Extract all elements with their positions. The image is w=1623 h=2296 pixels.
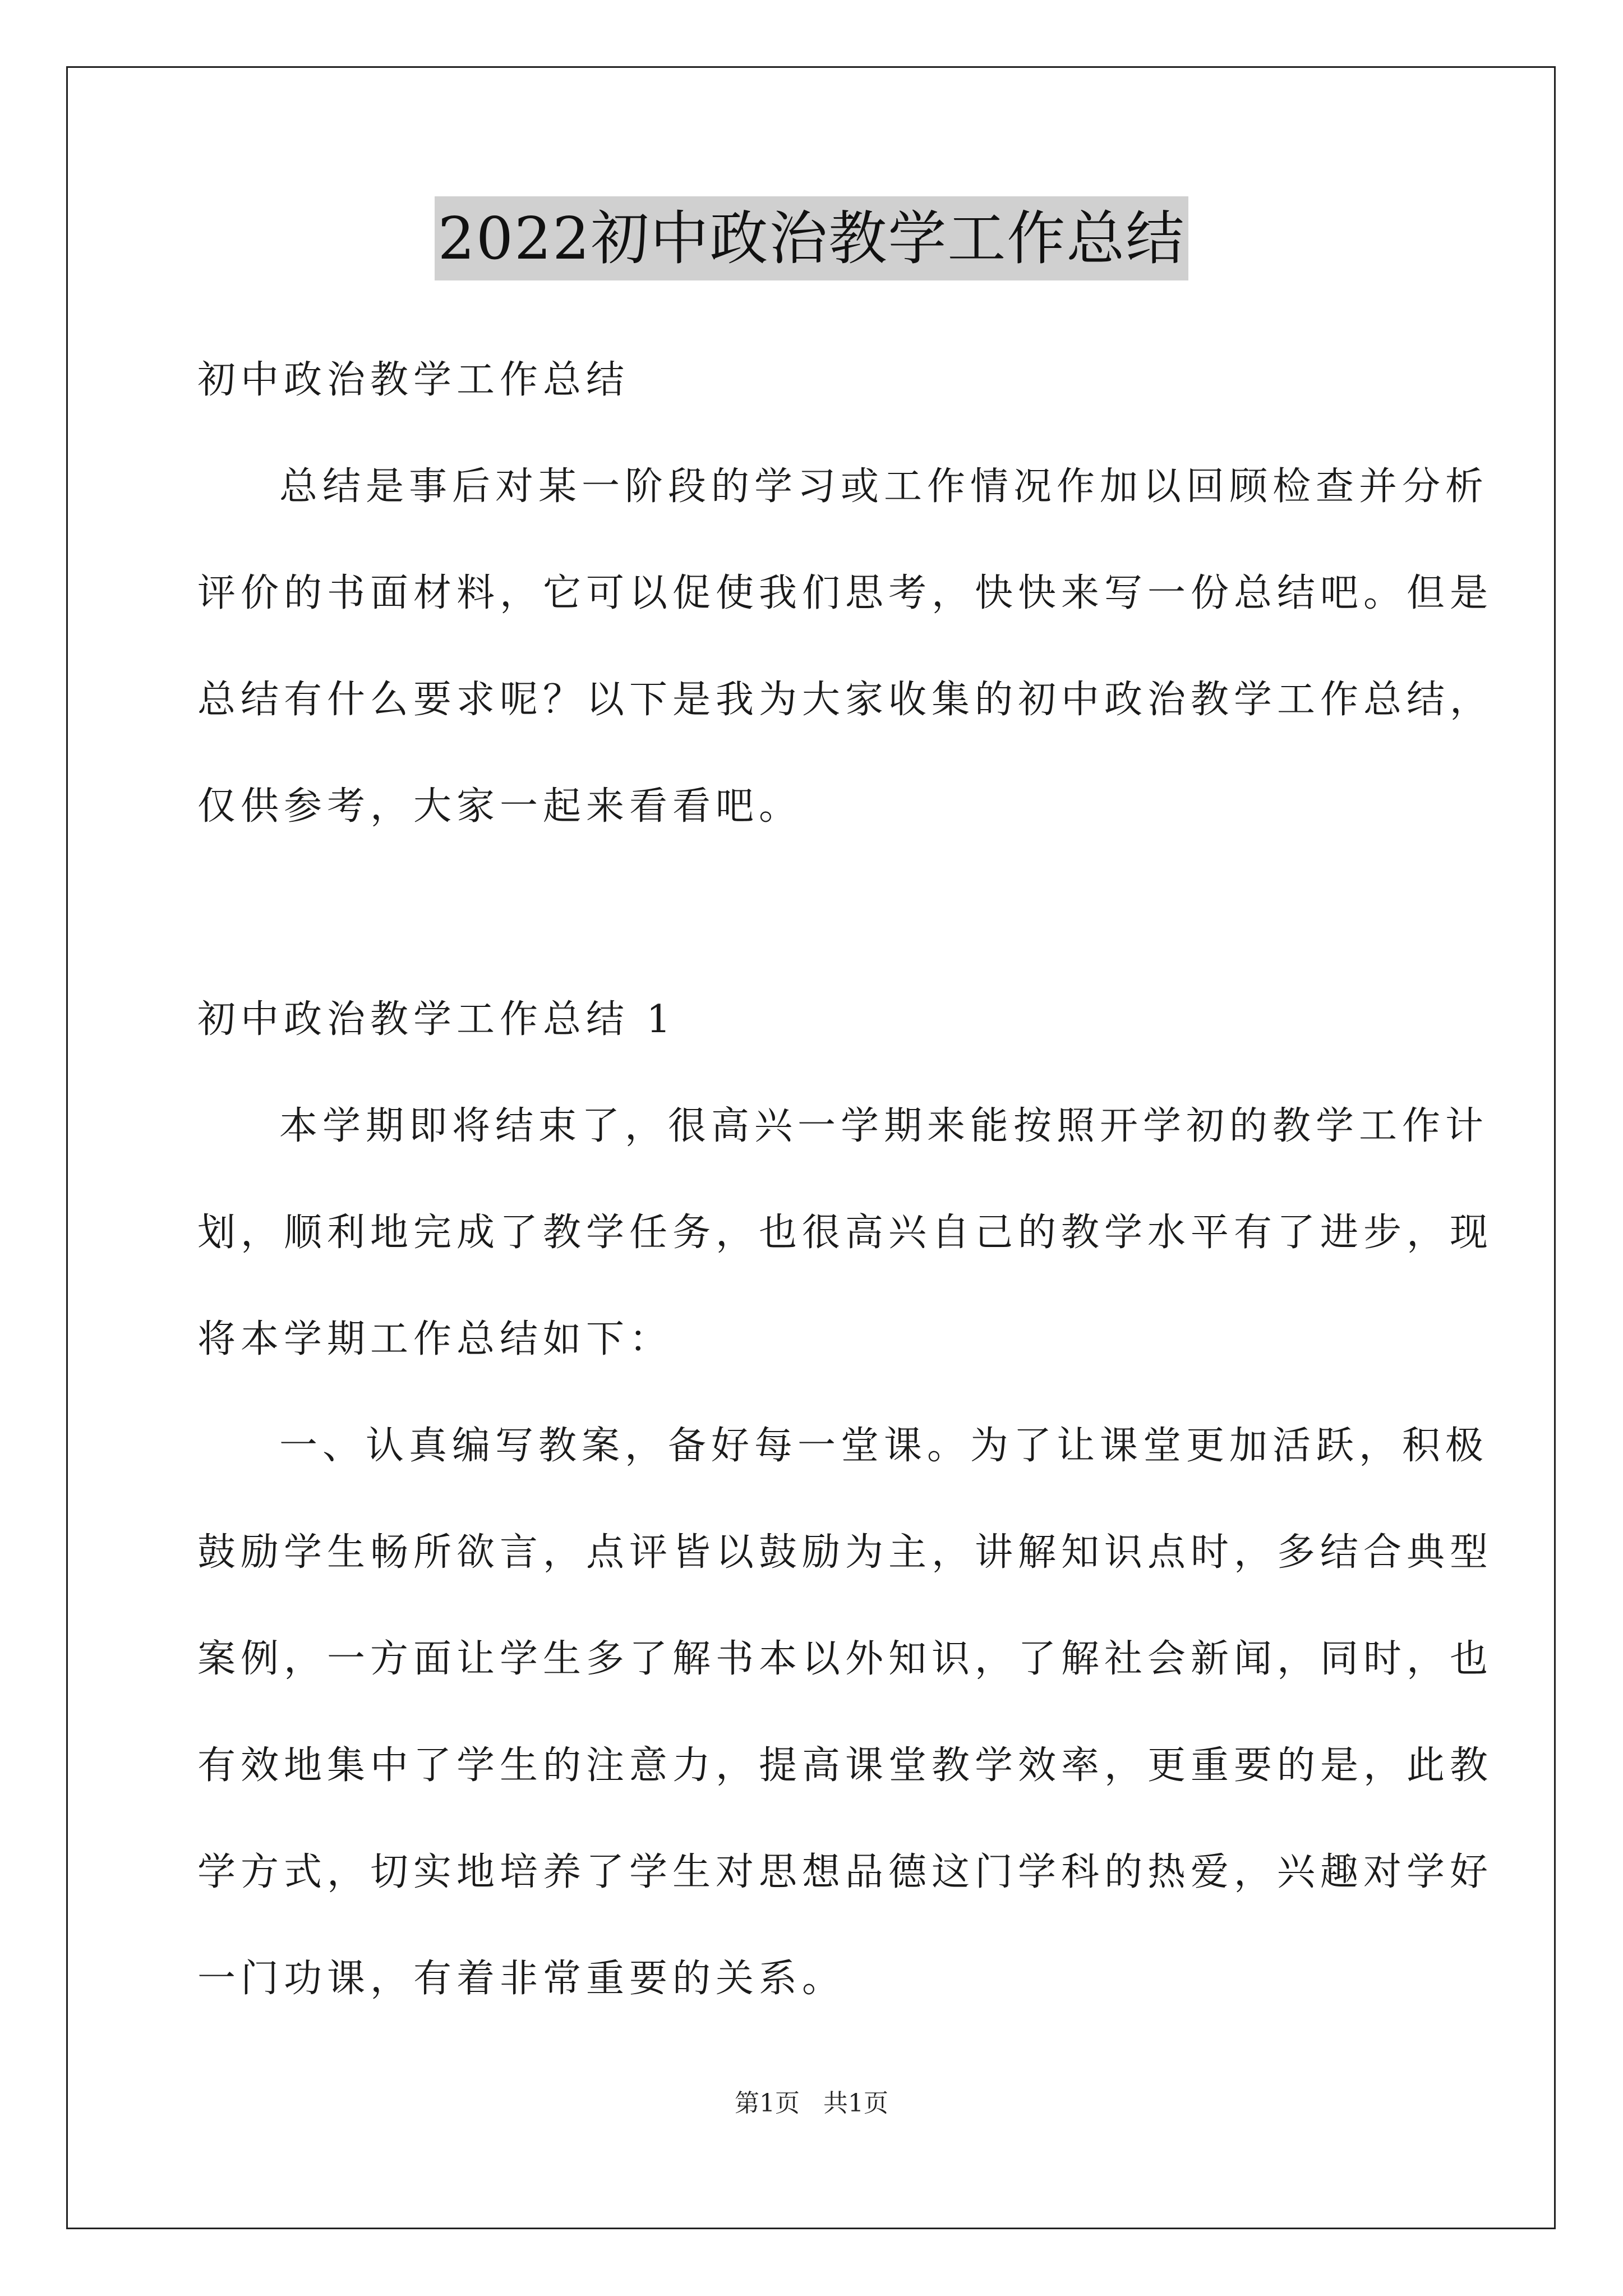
paragraph-line: 总结有什么要求呢？以下是我为大家收集的初中政治教学工作总结， [197, 678, 1493, 722]
paragraph-line: 将本学期工作总结如下： [197, 1317, 673, 1361]
paragraph-line: 鼓励学生畅所欲言，点评皆以鼓励为主，讲解知识点时，多结合典型 [197, 1530, 1493, 1575]
paragraph-line: 一门功课，有着非常重要的关系。 [197, 1957, 846, 2001]
paragraph-line: 有效地集中了学生的注意力，提高课堂教学效率，更重要的是，此教 [197, 1743, 1493, 1788]
subtitle: 初中政治教学工作总结 [197, 358, 630, 402]
paragraph-line: 评价的书面材料，它可以促使我们思考，快快来写一份总结吧。但是 [197, 571, 1493, 615]
paragraph-line: 总结是事后对某一阶段的学习或工作情况作加以回顾检查并分析 [279, 464, 1489, 509]
section-heading: 初中政治教学工作总结 1 [197, 997, 676, 1042]
page-number: 第1页 [735, 2089, 800, 2118]
paragraph-line: 学方式，切实地培养了学生对思想品德这门学科的热爱，兴趣对学好 [197, 1850, 1493, 1894]
page-total: 共1页 [823, 2089, 888, 2118]
page-footer [0, 2087, 1623, 2120]
title-container [0, 196, 1623, 280]
paragraph-line: 本学期即将结束了，很高兴一学期来能按照开学初的教学工作计 [279, 1104, 1489, 1148]
paragraph-line: 划，顺利地完成了教学任务，也很高兴自己的教学水平有了进步，现 [197, 1211, 1493, 1255]
paragraph-line: 一、认真编写教案，备好每一堂课。为了让课堂更加活跃，积极 [279, 1424, 1489, 1468]
document-title: 2022初中政治教学工作总结 [435, 196, 1189, 280]
paragraph-line: 案例，一方面让学生多了解书本以外知识，了解社会新闻，同时，也 [197, 1637, 1493, 1681]
paragraph-line: 仅供参考，大家一起来看看吧。 [197, 784, 803, 829]
